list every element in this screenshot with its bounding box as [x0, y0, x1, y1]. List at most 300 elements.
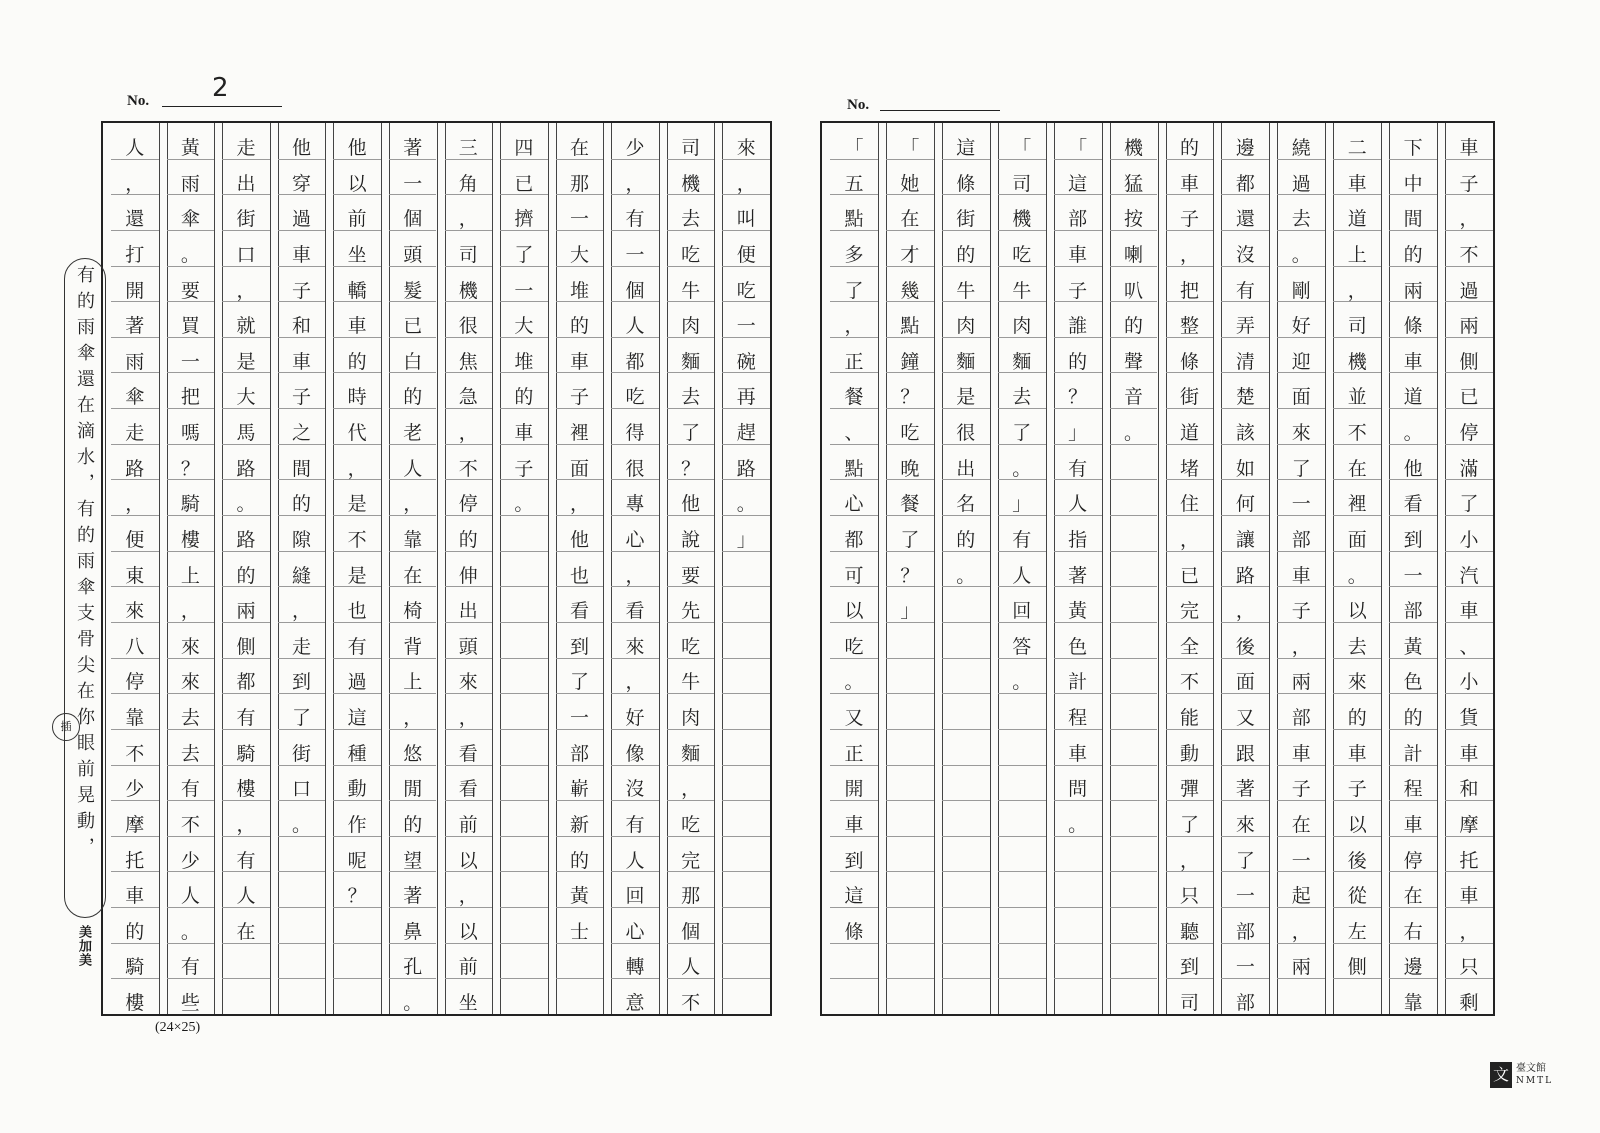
glyph: 動: [347, 778, 367, 801]
glyph: ，: [458, 885, 478, 908]
glyph: 滿: [1459, 457, 1479, 480]
right-sheet-column-text: [1389, 131, 1437, 1022]
cell-rule: [886, 907, 934, 908]
glyph: 的: [1403, 243, 1423, 266]
glyph: 堆: [569, 279, 589, 302]
glyph: 車: [844, 813, 864, 836]
glyph: 部: [1291, 707, 1311, 729]
glyph: ？: [180, 457, 200, 480]
glyph: 車: [569, 350, 589, 373]
cell-rule: [722, 658, 770, 659]
glyph: 到: [1179, 956, 1199, 979]
glyph: 人: [236, 885, 256, 908]
glyph: 小: [1459, 671, 1479, 694]
glyph: 」: [736, 528, 756, 551]
glyph: 名: [956, 493, 976, 516]
glyph: 兩: [236, 600, 256, 623]
glyph: 麵: [1012, 350, 1032, 373]
glyph: 牛: [681, 671, 701, 694]
glyph: 車: [1179, 172, 1199, 195]
cell-rule: [886, 658, 934, 659]
glyph: 靠: [403, 528, 423, 551]
glyph: 人: [1068, 493, 1088, 516]
glyph: 停: [458, 493, 478, 516]
glyph: 兩: [1291, 671, 1311, 694]
left-sheet-column-text: [556, 131, 604, 950]
glyph: 吃: [844, 635, 864, 658]
glyph: 楚: [1235, 386, 1255, 409]
glyph: 縫: [292, 564, 312, 587]
glyph: 間: [292, 457, 312, 480]
cell-rule: [1110, 943, 1158, 944]
glyph: 部: [1291, 528, 1311, 551]
glyph: 開: [125, 279, 145, 302]
glyph: 要: [681, 564, 701, 587]
glyph: 他: [292, 137, 312, 159]
glyph: 來: [458, 671, 478, 694]
glyph: 道: [1179, 422, 1199, 444]
glyph: 孔: [403, 956, 423, 979]
glyph: 吃: [681, 635, 701, 658]
cell-rule: [500, 729, 548, 730]
glyph: 了: [900, 528, 920, 551]
glyph: 的: [125, 920, 145, 943]
glyph: 摩: [1459, 813, 1479, 836]
right-sheet-column-text: [1445, 131, 1493, 1022]
right-sheet-column-text: [830, 131, 878, 950]
glyph: 角: [458, 172, 478, 195]
glyph: 四: [514, 137, 534, 159]
glyph: 餐: [900, 493, 920, 516]
cell-rule: [500, 800, 548, 801]
glyph: 出: [458, 600, 478, 623]
glyph: 。: [180, 243, 200, 266]
glyph: 上: [1347, 243, 1367, 266]
glyph: 。: [403, 992, 423, 1014]
glyph: 司: [1179, 992, 1199, 1014]
cell-rule: [500, 551, 548, 552]
glyph: 住: [1179, 493, 1199, 516]
cell-rule: [1110, 551, 1158, 552]
glyph: 、: [1459, 635, 1479, 658]
cell-rule: [500, 693, 548, 694]
glyph: 一: [514, 279, 534, 302]
glyph: 少: [180, 849, 200, 872]
archive-logo: [1490, 1062, 1553, 1088]
left-no-value: 2: [212, 73, 229, 103]
glyph: 起: [1291, 885, 1311, 908]
glyph: 看: [625, 600, 645, 623]
glyph: 的: [956, 243, 976, 266]
glyph: ，: [1347, 279, 1367, 302]
left-sheet-column-text: [611, 131, 659, 1022]
glyph: 喇: [1124, 243, 1144, 266]
glyph: 」: [1068, 422, 1088, 444]
glyph: ？: [1068, 386, 1088, 409]
glyph: 雨: [125, 350, 145, 373]
right-sheet-column: [934, 123, 990, 1014]
glyph: ，: [625, 564, 645, 587]
cell-rule: [722, 765, 770, 766]
glyph: 走: [292, 635, 312, 658]
glyph: 以: [347, 172, 367, 195]
glyph: 面: [569, 457, 589, 480]
glyph: 一: [1235, 885, 1255, 908]
column-rule: [1269, 123, 1270, 1014]
right-sheet-column: [1046, 123, 1102, 1014]
glyph: ，: [1459, 208, 1479, 231]
left-no-label: No.: [127, 93, 150, 109]
cell-rule: [722, 729, 770, 730]
glyph: 。: [736, 493, 756, 516]
cell-rule: [942, 978, 990, 979]
glyph: 口: [236, 243, 256, 266]
glyph: 不: [681, 992, 701, 1014]
glyph: 這: [1068, 172, 1088, 195]
column-rule: [270, 123, 271, 1014]
glyph: 下: [1403, 137, 1423, 159]
glyph: 迎: [1291, 350, 1311, 373]
glyph: 背: [403, 635, 423, 658]
glyph: 面: [1347, 528, 1367, 551]
glyph: 」: [1012, 493, 1032, 516]
cell-rule: [1110, 622, 1158, 623]
right-sheet-column: [1437, 123, 1493, 1014]
cell-rule: [998, 836, 1046, 837]
glyph: 的: [569, 315, 589, 338]
cell-rule: [500, 943, 548, 944]
glyph: 了: [514, 243, 534, 266]
left-sheet-column-text: [445, 131, 493, 1022]
glyph: 人: [681, 956, 701, 979]
logo-mark-icon: 文: [1490, 1062, 1512, 1088]
column-rule: [659, 123, 660, 1014]
glyph: 車: [514, 422, 534, 444]
glyph: ，: [1291, 635, 1311, 658]
right-sheet-column-text: [1110, 131, 1158, 452]
right-sheet-column: [1213, 123, 1269, 1014]
glyph: 。: [1012, 457, 1032, 480]
glyph: 不: [458, 457, 478, 480]
glyph: 司: [1012, 172, 1032, 195]
glyph: 讓: [1235, 528, 1255, 551]
glyph: 猛: [1124, 172, 1144, 195]
glyph: 吃: [1012, 243, 1032, 266]
cell-rule: [222, 978, 270, 979]
glyph: 左: [1347, 920, 1367, 943]
glyph: 專: [625, 493, 645, 516]
glyph: 貨: [1459, 707, 1479, 729]
glyph: 去: [180, 707, 200, 729]
glyph: 子: [1347, 778, 1367, 801]
glyph: 在: [1347, 457, 1367, 480]
glyph: 去: [1347, 635, 1367, 658]
glyph: 很: [625, 457, 645, 480]
glyph: 子: [1291, 778, 1311, 801]
glyph: 點: [844, 457, 864, 480]
glyph: 了: [681, 422, 701, 444]
glyph: 出: [956, 457, 976, 480]
cell-rule: [722, 693, 770, 694]
glyph: 就: [236, 315, 256, 338]
glyph: 有: [625, 813, 645, 836]
glyph: 的: [1124, 315, 1144, 338]
cell-rule: [998, 871, 1046, 872]
glyph: 街: [236, 208, 256, 231]
glyph: 並: [1347, 386, 1367, 409]
glyph: 聽: [1179, 920, 1199, 943]
glyph: 中: [1403, 172, 1423, 195]
right-sheet-column: [1381, 123, 1437, 1014]
glyph: 看: [458, 742, 478, 765]
glyph: 了: [1012, 422, 1032, 444]
glyph: 機: [458, 279, 478, 302]
glyph: 不: [125, 742, 145, 765]
left-sheet-column: [381, 123, 437, 1014]
glyph: 堆: [514, 350, 534, 373]
glyph: 子: [292, 279, 312, 302]
glyph: 過: [347, 671, 367, 694]
glyph: 上: [180, 564, 200, 587]
glyph: 汽: [1459, 564, 1479, 587]
glyph: 已: [514, 172, 534, 195]
column-rule: [1046, 123, 1047, 1014]
glyph: 過: [1459, 279, 1479, 302]
glyph: 這: [956, 137, 976, 159]
right-sheet-column: [1158, 123, 1214, 1014]
glyph: 部: [1235, 992, 1255, 1014]
glyph: 司: [1347, 315, 1367, 338]
cell-rule: [278, 907, 326, 908]
glyph: 肉: [956, 315, 976, 338]
glyph: 跟: [1235, 742, 1255, 765]
glyph: ，: [1291, 920, 1311, 943]
glyph: 部: [1403, 600, 1423, 623]
glyph: 說: [681, 528, 701, 551]
glyph: 便: [125, 528, 145, 551]
glyph: 雨: [180, 172, 200, 195]
glyph: 都: [1235, 172, 1255, 195]
glyph: 麵: [956, 350, 976, 373]
margin-note: 有的雨傘還在滴水，有的雨傘支骨尖在你眼前晃動，: [64, 258, 106, 918]
glyph: 全: [1179, 635, 1199, 658]
glyph: 道: [1403, 386, 1423, 409]
glyph: 程: [1068, 707, 1088, 729]
glyph: 急: [458, 386, 478, 409]
glyph: ，: [1459, 920, 1479, 943]
glyph: 頭: [403, 243, 423, 266]
cell-rule: [1110, 586, 1158, 587]
glyph: 路: [736, 457, 756, 480]
right-sheet-column: [1269, 123, 1325, 1014]
glyph: ，: [458, 707, 478, 729]
glyph: 路: [236, 528, 256, 551]
glyph: 間: [1403, 208, 1423, 231]
glyph: 子: [1459, 172, 1479, 195]
glyph: 有: [1068, 457, 1088, 480]
glyph: 弄: [1235, 315, 1255, 338]
paper-brand: 美加美: [76, 925, 91, 967]
glyph: 車: [1403, 813, 1423, 836]
cell-rule: [556, 978, 604, 979]
left-sheet-column-text: [389, 131, 437, 1022]
glyph: 白: [403, 350, 423, 373]
glyph: 機: [1012, 208, 1032, 231]
cell-rule: [722, 586, 770, 587]
glyph: 肉: [681, 315, 701, 338]
cell-rule: [1110, 515, 1158, 516]
glyph: 托: [125, 849, 145, 872]
left-sheet-column-text: [222, 131, 270, 950]
glyph: 路: [1235, 564, 1255, 587]
cell-rule: [886, 978, 934, 979]
glyph: 坐: [458, 992, 478, 1014]
cell-rule: [500, 586, 548, 587]
glyph: ？: [681, 457, 701, 480]
glyph: 著: [125, 315, 145, 338]
glyph: 面: [1291, 386, 1311, 409]
glyph: 裡: [1347, 493, 1367, 516]
glyph: 一: [625, 243, 645, 266]
cell-rule: [830, 978, 878, 979]
glyph: 在: [1403, 885, 1423, 908]
glyph: 是: [956, 386, 976, 409]
cell-rule: [500, 836, 548, 837]
glyph: ，: [1179, 243, 1199, 266]
glyph: 也: [347, 600, 367, 623]
glyph: 前: [458, 813, 478, 836]
glyph: 以: [1347, 600, 1367, 623]
glyph: 裡: [569, 422, 589, 444]
glyph: 的: [347, 350, 367, 373]
glyph: 靠: [125, 707, 145, 729]
glyph: 能: [1179, 707, 1199, 729]
glyph: 「: [1012, 137, 1032, 159]
glyph: ，: [403, 493, 423, 516]
glyph: 的: [1403, 707, 1423, 729]
glyph: ，: [292, 600, 312, 623]
glyph: 伸: [458, 564, 478, 587]
glyph: 、: [844, 422, 864, 444]
cell-rule: [886, 800, 934, 801]
glyph: 在: [236, 920, 256, 943]
glyph: ，: [236, 813, 256, 836]
glyph: 已: [1179, 564, 1199, 587]
glyph: 打: [125, 243, 145, 266]
glyph: 不: [1347, 422, 1367, 444]
glyph: 也: [569, 564, 589, 587]
cell-rule: [1110, 693, 1158, 694]
cell-rule: [998, 729, 1046, 730]
glyph: 是: [347, 493, 367, 516]
glyph: 到: [292, 671, 312, 694]
glyph: 他: [1403, 457, 1423, 480]
glyph: 已: [403, 315, 423, 338]
glyph: ？: [900, 386, 920, 409]
cell-rule: [998, 800, 1046, 801]
glyph: ，: [125, 493, 145, 516]
cell-rule: [1054, 978, 1102, 979]
glyph: 人: [403, 457, 423, 480]
glyph: 有: [236, 849, 256, 872]
glyph: 麵: [681, 350, 701, 373]
cell-rule: [942, 765, 990, 766]
glyph: 像: [625, 742, 645, 765]
column-rule: [1158, 123, 1159, 1014]
glyph: ，: [236, 279, 256, 302]
glyph: 條: [1179, 350, 1199, 373]
glyph: 點: [844, 208, 864, 231]
glyph: 到: [569, 635, 589, 658]
glyph: 了: [1291, 457, 1311, 480]
glyph: 來: [1347, 671, 1367, 694]
left-sheet-column-text: [167, 131, 215, 1022]
glyph: 鐘: [900, 350, 920, 373]
cell-rule: [998, 943, 1046, 944]
glyph: 車: [1459, 137, 1479, 159]
glyph: 嶄: [569, 778, 589, 801]
glyph: 人: [125, 137, 145, 159]
glyph: 來: [625, 635, 645, 658]
glyph: 子: [1291, 600, 1311, 623]
glyph: 馬: [236, 422, 256, 444]
glyph: 繞: [1291, 137, 1311, 159]
glyph: 有: [1012, 528, 1032, 551]
glyph: 。: [1124, 422, 1144, 444]
cell-rule: [333, 978, 381, 979]
cell-rule: [886, 836, 934, 837]
glyph: 看: [569, 600, 589, 623]
left-sheet-column: [659, 123, 715, 1014]
glyph: 在: [1291, 813, 1311, 836]
cell-rule: [333, 943, 381, 944]
glyph: 吃: [681, 243, 701, 266]
cell-rule: [886, 871, 934, 872]
cell-rule: [722, 622, 770, 623]
glyph: 呢: [347, 849, 367, 872]
glyph: 轎: [347, 279, 367, 302]
glyph: 有: [347, 635, 367, 658]
glyph: 來: [180, 671, 200, 694]
glyph: 坐: [347, 243, 367, 266]
glyph: 何: [1235, 493, 1255, 516]
glyph: 心: [844, 493, 864, 516]
cell-rule: [942, 836, 990, 837]
glyph: 的: [1347, 707, 1367, 729]
glyph: 車: [1403, 350, 1423, 373]
glyph: 八: [125, 635, 145, 658]
right-no-label: No.: [847, 97, 870, 113]
glyph: 閒: [403, 778, 423, 801]
glyph: 完: [681, 849, 701, 872]
glyph: 是: [347, 564, 367, 587]
glyph: 動: [1179, 742, 1199, 765]
glyph: 走: [236, 137, 256, 159]
glyph: 不: [347, 528, 367, 551]
glyph: ，: [625, 172, 645, 195]
glyph: 車: [1459, 600, 1479, 623]
glyph: 人: [625, 315, 645, 338]
glyph: 去: [1012, 386, 1032, 409]
glyph: 車: [1347, 742, 1367, 765]
glyph: 過: [292, 208, 312, 231]
glyph: 車: [1291, 742, 1311, 765]
glyph: 看: [458, 778, 478, 801]
glyph: 有: [180, 956, 200, 979]
glyph: 少: [125, 778, 145, 801]
glyph: 條: [956, 172, 976, 195]
glyph: 牛: [681, 279, 701, 302]
